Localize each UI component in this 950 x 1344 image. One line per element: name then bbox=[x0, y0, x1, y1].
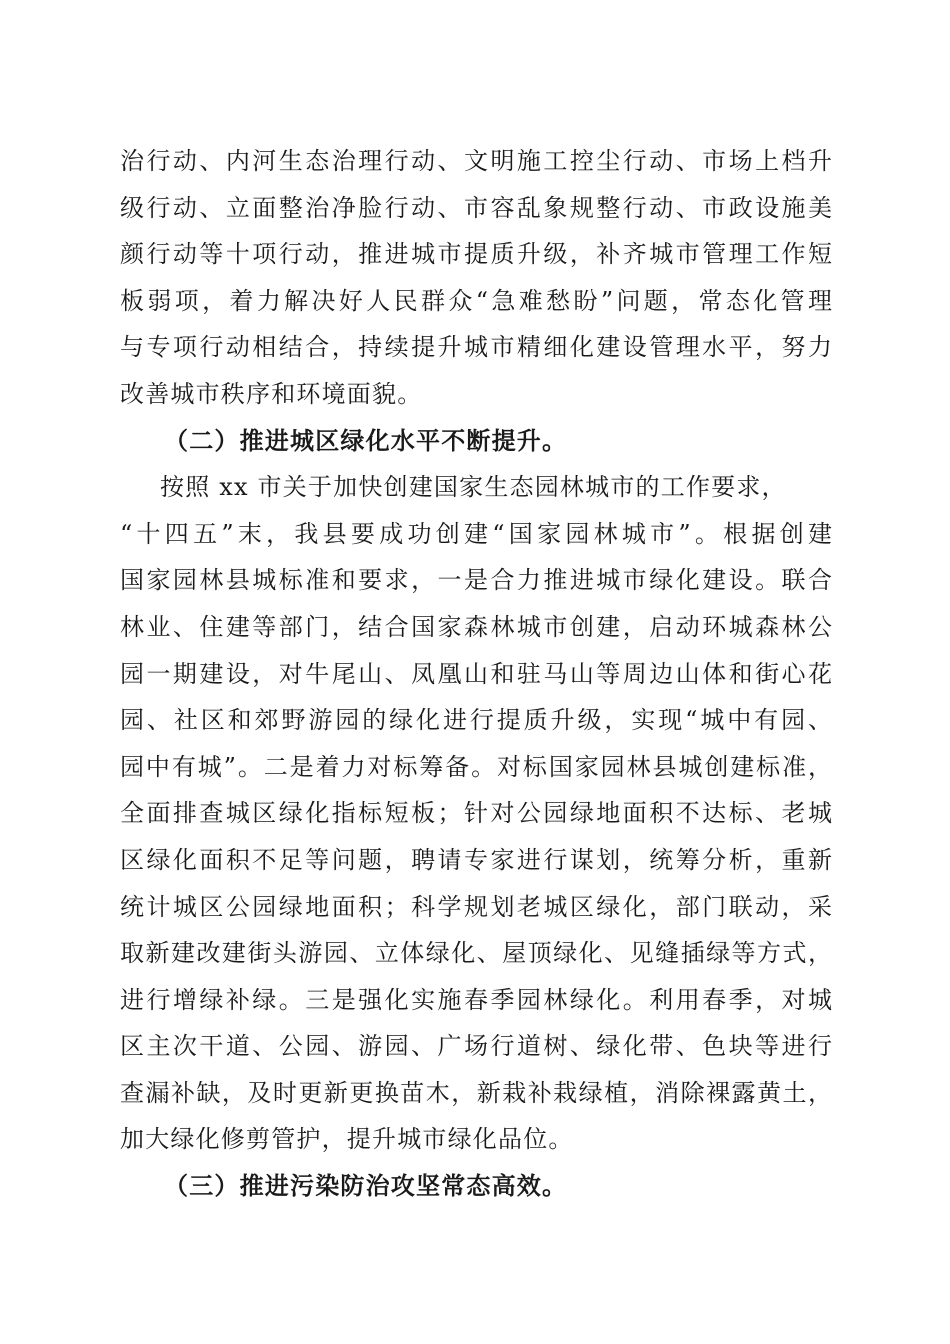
body-line: 颜行动等十项行动，推进城市提质升级，补齐城市管理工作短 bbox=[120, 240, 832, 269]
body-line: 园一期建设，对牛尾山、凤凰山和驻马山等周边山体和街心花 bbox=[120, 659, 832, 688]
section-heading: （三）推进污染防治攻坚常态高效。 bbox=[164, 1171, 568, 1201]
paragraph-first-line: 按照 xx 市关于加快创建国家生态园林城市的工作要求， bbox=[160, 473, 787, 502]
body-line: 进行增绿补绿。三是强化实施春季园林绿化。利用春季，对城 bbox=[120, 985, 832, 1014]
body-line: 园中有城”。二是着力对标筹备。对标国家园林县城创建标准， bbox=[120, 752, 832, 781]
body-line: 板弱项，着力解决好人民群众“急难愁盼”问题，常态化管理 bbox=[120, 286, 832, 315]
body-line: 级行动、立面整治净脸行动、市容乱象规整行动、市政设施美 bbox=[120, 193, 832, 222]
body-line: “十四五”末，我县要成功创建“国家园林城市”。根据创建 bbox=[120, 519, 832, 548]
body-line: 区绿化面积不足等问题，聘请专家进行谋划，统筹分析，重新 bbox=[120, 845, 832, 874]
body-line: 园、社区和郊野游园的绿化进行提质升级，实现“城中有园、 bbox=[120, 706, 832, 735]
body-line: 加大绿化修剪管护，提升城市绿化品位。 bbox=[120, 1125, 574, 1154]
body-line: 全面排查城区绿化指标短板；针对公园绿地面积不达标、老城 bbox=[120, 799, 832, 828]
body-line: 统计城区公园绿地面积；科学规划老城区绿化，部门联动，采 bbox=[120, 892, 832, 921]
body-line: 治行动、内河生态治理行动、文明施工控尘行动、市场上档升 bbox=[120, 147, 832, 175]
body-line: 林业、住建等部门，结合国家森林城市创建，启动环城森林公 bbox=[120, 612, 832, 641]
body-line: 改善城市秩序和环境面貌。 bbox=[120, 379, 423, 408]
document-body bbox=[120, 138, 832, 1210]
body-line: 区主次干道、公园、游园、广场行道树、绿化带、色块等进行 bbox=[120, 1032, 832, 1061]
section-heading: （二）推进城区绿化水平不断提升。 bbox=[164, 425, 568, 455]
body-line: 与专项行动相结合，持续提升城市精细化建设管理水平，努力 bbox=[120, 333, 832, 362]
body-line: 取新建改建街头游园、立体绿化、屋顶绿化、见缝插绿等方式， bbox=[120, 939, 832, 968]
body-line: 查漏补缺，及时更新更换苗木，新栽补栽绿植，消除裸露黄土， bbox=[120, 1078, 832, 1107]
body-line: 国家园林县城标准和要求，一是合力推进城市绿化建设。联合 bbox=[120, 566, 832, 595]
